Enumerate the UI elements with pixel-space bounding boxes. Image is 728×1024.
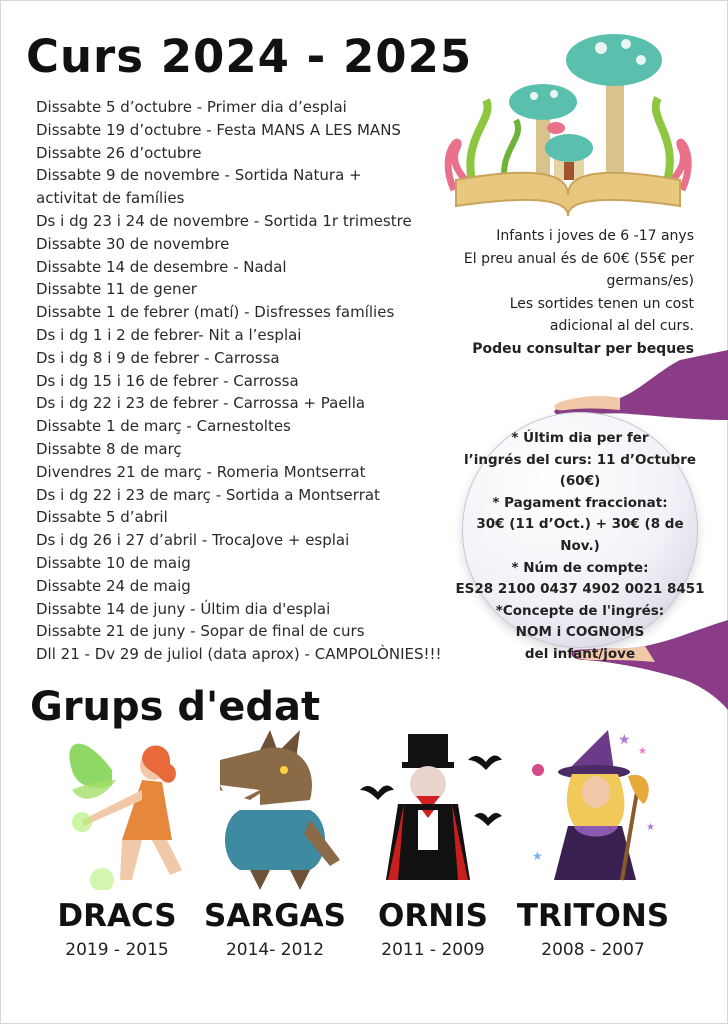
payment-line: * Pagament fraccionat: (492, 494, 668, 511)
payment-line: l’ingrés del curs: 11 d’Octubre (463, 451, 697, 468)
events-list (36, 96, 442, 666)
group-name: TRITONS (516, 898, 670, 934)
group-name: DRACS (57, 898, 177, 934)
payment-line: ES28 2100 0437 4902 0021 8451 (455, 581, 705, 598)
mushroom-spot (530, 92, 538, 100)
payment-line: 30€ (11 d’Oct.) + 30€ (8 de Nov.) (476, 516, 684, 554)
info-line-bold: Podeu consultar per beques (472, 340, 694, 357)
event-item: Ds i dg 23 i 24 de novembre - Sortida 1r trimestre (36, 211, 412, 230)
info-line: Infants i joves de 6 -17 anys (496, 228, 694, 244)
witch-icon (518, 730, 668, 890)
svg-text:★: ★ (618, 731, 631, 747)
mushroom-cap (509, 84, 577, 120)
info-line: El preu anual és de 60€ (55€ per (463, 250, 694, 267)
fairy-icon (42, 730, 192, 890)
info-block (444, 225, 694, 360)
event-item: activitat de famílies (36, 189, 185, 208)
info-line: Les sortides tenen un cost (509, 295, 694, 312)
event-item: Dissabte 14 de desembre - Nadal (36, 257, 287, 276)
group-years: 2014- 2012 (225, 940, 325, 960)
payment-line: *Concepte de l'ingrés: (495, 602, 665, 619)
group-years: 2011 - 2009 (381, 940, 485, 960)
payment-line: * Últim dia per fer (511, 430, 649, 446)
event-item: Dissabte 26 d’octubre (36, 143, 202, 162)
event-item: Ds i dg 8 i 9 de febrer - Carrossa (36, 348, 280, 367)
mushroom-cap (547, 122, 565, 134)
info-line: adicional al del curs. (549, 318, 694, 334)
event-item: Dissabte 24 de maig (36, 576, 191, 595)
event-item: Dissabte 1 de febrer (matí) - Disfresses famílies (36, 303, 395, 322)
event-item: Dissabte 10 de maig (36, 553, 191, 572)
payment-line: * Núm de compte: (511, 559, 649, 576)
mushroom-book-illustration (436, 30, 700, 216)
payment-line: (60€) (559, 473, 601, 490)
event-item: Ds i dg 15 i 16 de febrer - Carrossa (36, 371, 299, 390)
mushroom-spot (636, 55, 646, 65)
mushroom-cap (566, 34, 662, 86)
event-item: Ds i dg 26 i 27 d’abril - TrocaJove + esplai (36, 531, 350, 550)
group-tritons (508, 730, 678, 960)
info-line: germans/es) (606, 273, 694, 289)
payment-line: del infant/jove (524, 645, 636, 662)
svg-text:★: ★ (638, 746, 647, 757)
svg-text:★: ★ (646, 822, 655, 833)
event-item: Dissabte 5 d’octubre - Primer dia d’esplai (36, 98, 347, 116)
event-item: Dissabte 19 d’octubre - Festa MANS A LES MANS (36, 120, 401, 139)
group-years: 2019 - 2015 (65, 940, 169, 960)
group-name: SARGAS (204, 898, 346, 934)
payment-line: NOM i COGNOMS (515, 624, 645, 641)
mushroom-stem (606, 70, 624, 180)
werewolf-icon (200, 730, 350, 890)
mushroom-door (564, 162, 574, 180)
event-item: Dissabte 30 de novembre (36, 234, 230, 253)
event-item: Dissabte 11 de gener (36, 280, 197, 299)
event-item: Ds i dg 22 i 23 de febrer - Carrossa + Paella (36, 394, 366, 413)
group-sargas (190, 730, 360, 960)
event-item: Dissabte 9 de novembre - Sortida Natura + (36, 166, 362, 185)
event-item: Dissabte 8 de març (36, 439, 182, 458)
event-item: Dissabte 21 de juny - Sopar de final de curs (36, 622, 365, 641)
svg-text:★: ★ (532, 849, 543, 863)
event-item: Dll 21 - Dv 29 de juliol (data aprox) - CAMPOLÒNIES!!! (36, 645, 442, 664)
group-years: 2008 - 2007 (541, 940, 645, 960)
event-item: Dissabte 5 d’abril (36, 508, 168, 527)
group-name: ORNIS (377, 898, 489, 934)
mushroom-spot (550, 90, 558, 98)
mushroom-spot (621, 39, 631, 49)
payment-info (455, 428, 705, 666)
event-item: Dissabte 1 de març - Carnestoltes (36, 417, 291, 436)
page-title: Curs 2024 - 2025 (26, 30, 473, 83)
group-dracs (32, 730, 202, 960)
mushroom-cap (545, 134, 593, 162)
groups-title: Grups d'edat (30, 684, 321, 730)
event-item: Divendres 21 de març - Romeria Montserrat (36, 462, 366, 481)
mushroom-spot (595, 42, 607, 54)
event-item: Ds i dg 1 i 2 de febrer- Nit a l’esplai (36, 325, 302, 344)
vampire-icon (358, 730, 508, 890)
event-item: Dissabte 14 de juny - Últim dia d'esplai (36, 599, 331, 618)
group-ornis (348, 730, 518, 960)
event-item: Ds i dg 22 i 23 de març - Sortida a Montserrat (36, 485, 380, 504)
